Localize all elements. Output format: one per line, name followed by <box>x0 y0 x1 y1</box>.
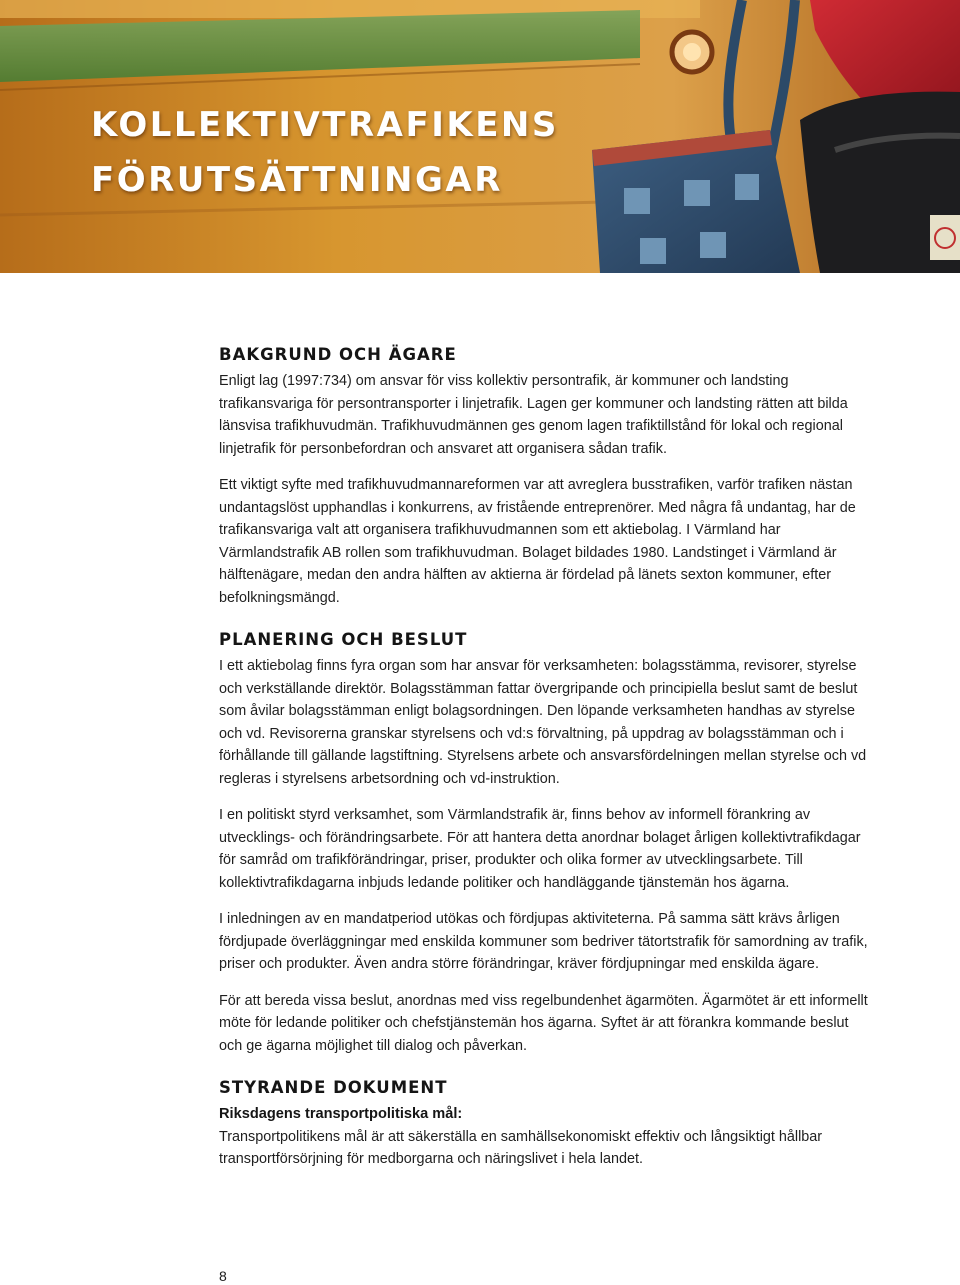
paragraph: För att bereda vissa beslut, anordnas med viss regelbundenhet ägarmöten. Ägarmötet är ett informellt möte för ledande politiker och chefstjänstemän hos ägarna. Syftet är att förankra kommande beslut och ge ägarna möjlighet till dialog och påverkan. <box>219 992 868 1054</box>
paragraph: I en politiskt styrd verksamhet, som Värmlandstrafik är, finns behov av informell förankring av utvecklings- och förändringsarbete. För att hantera detta anordnar bolaget årligen kollektivtrafikdagar för samråd om trafikförändringar, priser, produkter och olika former av utvecklingsarbete. Till kollektivtrafikdagarna inbjuds ledande politiker och handläggande tjänstemän hos ägarna. <box>219 807 861 891</box>
page-title-line-1: KOLLEKTIVTRAFIKENS <box>91 105 559 145</box>
paragraph: I inledningen av en mandatperiod utökas och fördjupas aktiviteterna. På samma sätt krävs årligen fördjupade överläggningar med enskilda kommuner som bedriver tätortstrafik för samordning av trafik, priser och produkter. Även andra större förändringar, kräver fördjupningar med enskilda ägare. <box>219 911 868 972</box>
main-content <box>219 344 869 1171</box>
page-title <box>91 98 559 208</box>
subheading: Riksdagens transportpolitiska mål: <box>219 1106 463 1122</box>
hero-photo <box>0 0 960 273</box>
paragraph: I ett aktiebolag finns fyra organ som har ansvar för verksamheten: bolagsstämma, revisorer, styrelse och verkställande direktör. Bolagsstämman fattar övergripande och principiella beslut samt de beslut som åvilar bolagsstämman enligt bolagsordningen. Den löpande verksamheten handhas av styrelse och vd. Revisorerna granskar styrelsens och vd:s förvaltning, på uppdrag av bolagsstämman och i förhållande till gällande lagstiftning. Styrelsens arbete och ansvarsfördelningen mellan styrelse och vd regleras i styrelsens arbetsordning och vd-instruktion. <box>219 658 867 787</box>
paragraph: Enligt lag (1997:734) om ansvar för viss kollektiv persontrafik, är kommuner och landsting trafikansvariga för persontransporter i linjetrafik. Lagen ger kommuner och landsting rätten att bilda länsvisa trafikhuvudmän. Trafikhuvudmännen ges genom lagen trafiktillstånd för lokal och regional linjetrafik för personbefordran och ansvaret att organisera sådan trafik. <box>219 373 848 457</box>
page-number: 8 <box>219 1268 227 1284</box>
paragraph: Transportpolitikens mål är att säkerställa en samhällsekonomiskt effektiv och långsiktigt hållbar transportförsörjning för medborgarna och näringslivet i hela landet. <box>219 1128 823 1167</box>
paragraph: Ett viktigt syfte med trafikhuvudmannareformen var att avreglera busstrafiken, varför trafiken nästan undantagslöst upphandlas i konkurrens, av fristående entreprenörer. Med några få undantag, har de trafikansvariga valt att organisera trafikhuvudmannen som ett aktiebolag. I Värmland har Värmlandstrafik AB rollen som trafikhuvudman. Bolaget bildades 1980. Landstinget i Värmland är hälftenägare, medan den andra hälften av aktierna är fördelad på länets sexton kommuner, efter befolkningsmängd. <box>219 477 856 606</box>
section-heading-planering: PLANERING OCH BESLUT <box>219 630 468 649</box>
section-heading-bakgrund: BAKGRUND OCH ÄGARE <box>219 345 457 364</box>
page-title-line-2: FÖRUTSÄTTNINGAR <box>91 160 503 200</box>
section-heading-styrande: STYRANDE DOKUMENT <box>219 1078 448 1097</box>
